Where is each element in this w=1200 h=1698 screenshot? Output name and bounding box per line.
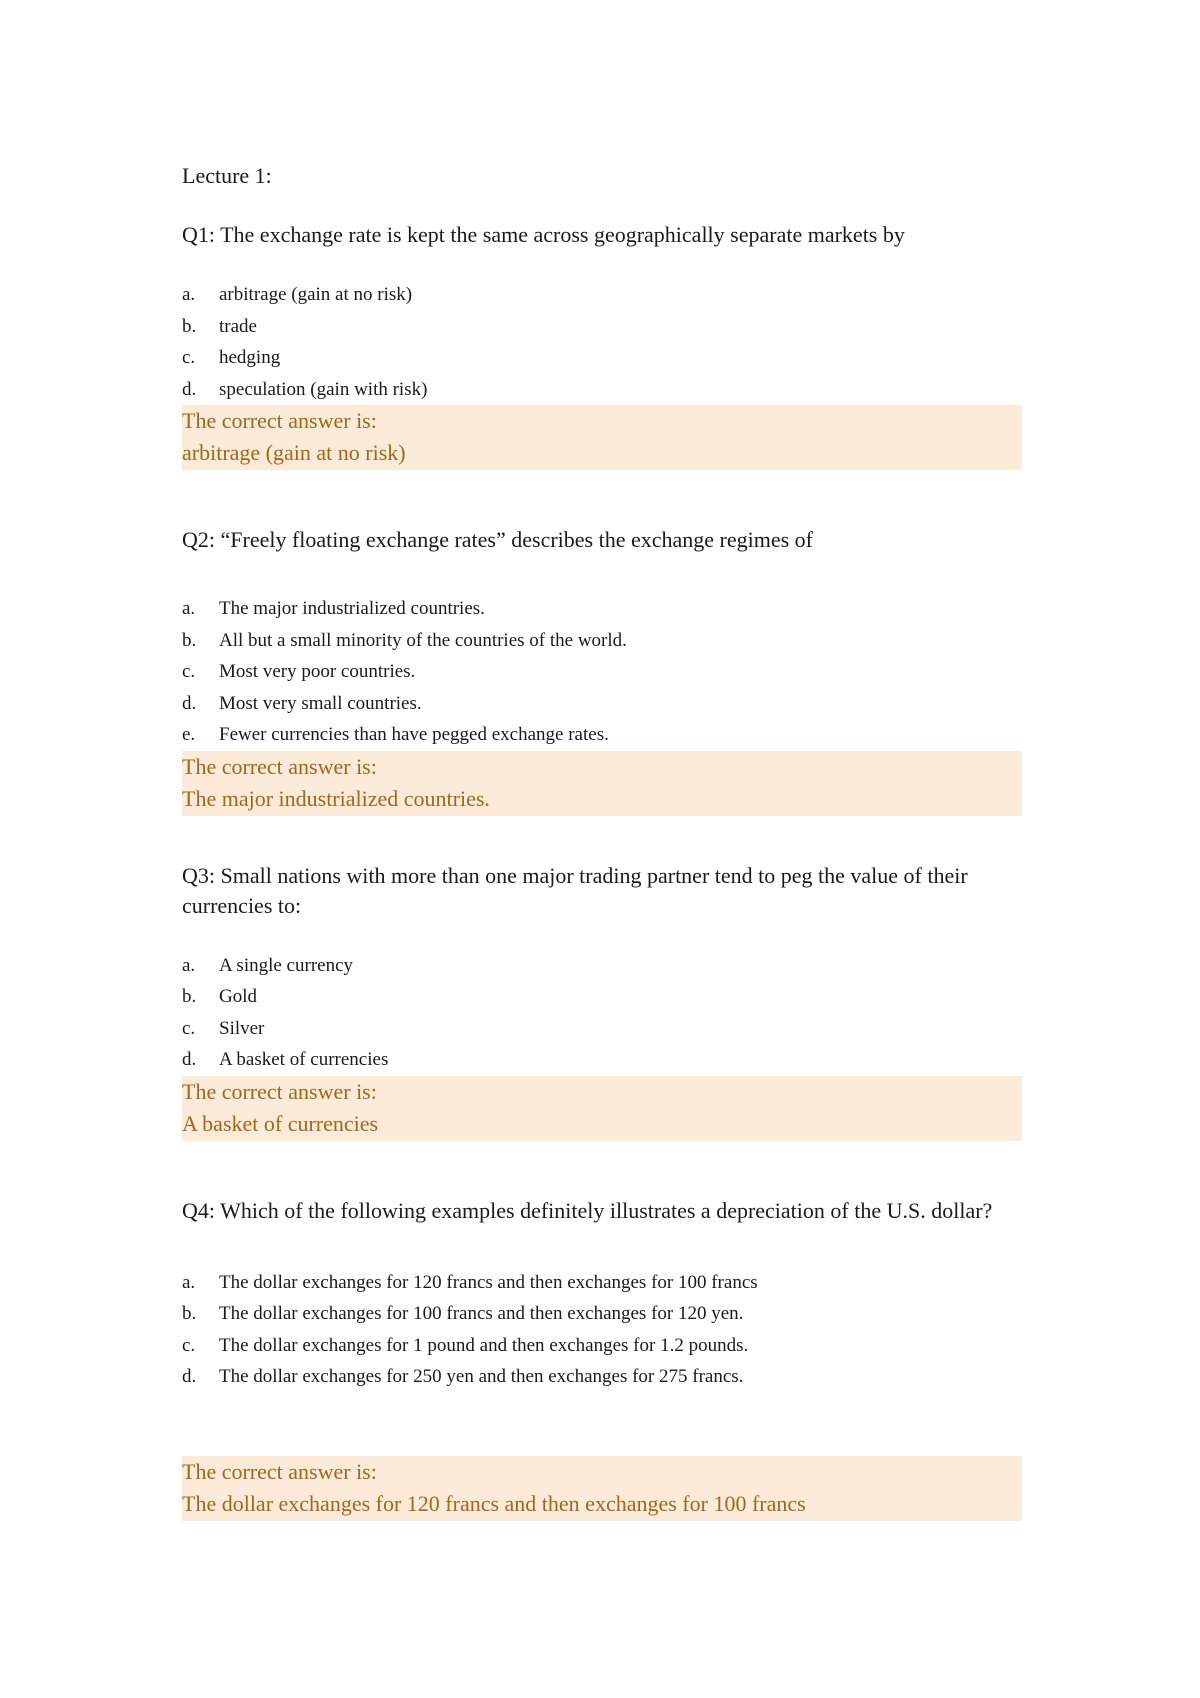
option-item <box>182 593 1022 625</box>
answer-text: A basket of currencies <box>182 1110 379 1136</box>
option-text: A basket of currencies <box>219 1049 389 1070</box>
question-4 <box>182 1196 1022 1521</box>
option-item <box>182 1044 1022 1076</box>
option-letter: b. <box>182 315 197 337</box>
option-item <box>182 719 1022 751</box>
option-text: The dollar exchanges for 120 francs and then exchanges for 100 francs <box>219 1271 758 1293</box>
option-letter: d. <box>182 692 197 714</box>
answer-prefix: The correct answer is: <box>182 408 377 433</box>
correct-answer-box <box>182 751 1022 816</box>
option-item <box>182 342 1022 374</box>
question-text: Q1: The exchange rate is kept the same across geographically separate markets by <box>182 222 905 247</box>
option-text: Most very poor countries. <box>219 661 416 682</box>
option-text: Most very small countries. <box>219 692 422 714</box>
option-text: The dollar exchanges for 100 francs and then exchanges for 120 yen. <box>219 1303 744 1324</box>
question-3 <box>182 861 1022 1141</box>
answer-prefix: The correct answer is: <box>182 1458 377 1484</box>
option-text: hedging <box>219 347 281 368</box>
option-letter: a. <box>182 598 196 619</box>
option-text: Silver <box>219 1017 265 1039</box>
option-letter: d. <box>182 1366 197 1387</box>
correct-answer-box <box>182 1076 1022 1141</box>
option-letter: a. <box>182 284 196 305</box>
document-page <box>182 160 1022 1521</box>
answer-prefix: The correct answer is: <box>182 753 377 779</box>
options-list <box>182 279 1022 405</box>
option-item <box>182 311 1022 343</box>
option-letter: b. <box>182 1303 197 1324</box>
option-item <box>182 1330 1022 1362</box>
option-letter: c. <box>182 1017 196 1039</box>
option-item <box>182 981 1022 1013</box>
option-letter: b. <box>182 986 197 1007</box>
option-letter: a. <box>182 954 196 976</box>
option-letter: d. <box>182 1049 197 1070</box>
option-letter: e. <box>182 724 196 745</box>
question-1 <box>182 220 1022 470</box>
option-item <box>182 1298 1022 1330</box>
option-text: Fewer currencies than have pegged exchange rates. <box>219 724 609 745</box>
question-text: Q3: Small nations with more than one major trading partner tend to peg the value of their currencies to: <box>182 862 968 918</box>
option-letter: c. <box>182 661 196 682</box>
answer-prefix: The correct answer is: <box>182 1078 377 1104</box>
option-text: arbitrage (gain at no risk) <box>219 284 413 305</box>
option-item <box>182 950 1022 982</box>
option-letter: a. <box>182 1271 196 1293</box>
correct-answer-box <box>182 405 1022 470</box>
option-text: The dollar exchanges for 1 pound and then exchanges for 1.2 pounds. <box>219 1334 749 1356</box>
correct-answer-box <box>182 1456 1022 1521</box>
option-text: All but a small minority of the countries of the world. <box>219 629 627 651</box>
option-letter: c. <box>182 1334 196 1356</box>
lecture-title: Lecture 1: <box>182 163 272 188</box>
options-list <box>182 1267 1022 1393</box>
answer-text: arbitrage (gain at no risk) <box>182 440 406 465</box>
option-text: The dollar exchanges for 250 yen and then exchanges for 275 francs. <box>219 1366 744 1387</box>
option-text: trade <box>219 315 257 337</box>
answer-text: The major industrialized countries. <box>182 785 490 811</box>
option-item <box>182 656 1022 688</box>
question-2 <box>182 525 1022 816</box>
answer-text: The dollar exchanges for 120 francs and then exchanges for 100 francs <box>182 1490 806 1516</box>
option-letter: c. <box>182 347 196 368</box>
option-item <box>182 625 1022 657</box>
option-item <box>182 688 1022 720</box>
option-text: The major industrialized countries. <box>219 598 485 619</box>
option-text: Gold <box>219 986 257 1007</box>
options-list <box>182 950 1022 1076</box>
option-item <box>182 1013 1022 1045</box>
option-item <box>182 1267 1022 1299</box>
option-letter: b. <box>182 629 197 651</box>
question-text: Q4: Which of the following examples definitely illustrates a depreciation of the U.S. dollar? <box>182 1197 993 1223</box>
option-item <box>182 374 1022 406</box>
option-text: speculation (gain with risk) <box>219 378 428 400</box>
option-item <box>182 1361 1022 1393</box>
option-text: A single currency <box>219 954 354 976</box>
question-text: Q2: “Freely floating exchange rates” describes the exchange regimes of <box>182 527 814 552</box>
option-letter: d. <box>182 378 197 400</box>
options-list <box>182 593 1022 751</box>
option-item <box>182 279 1022 311</box>
